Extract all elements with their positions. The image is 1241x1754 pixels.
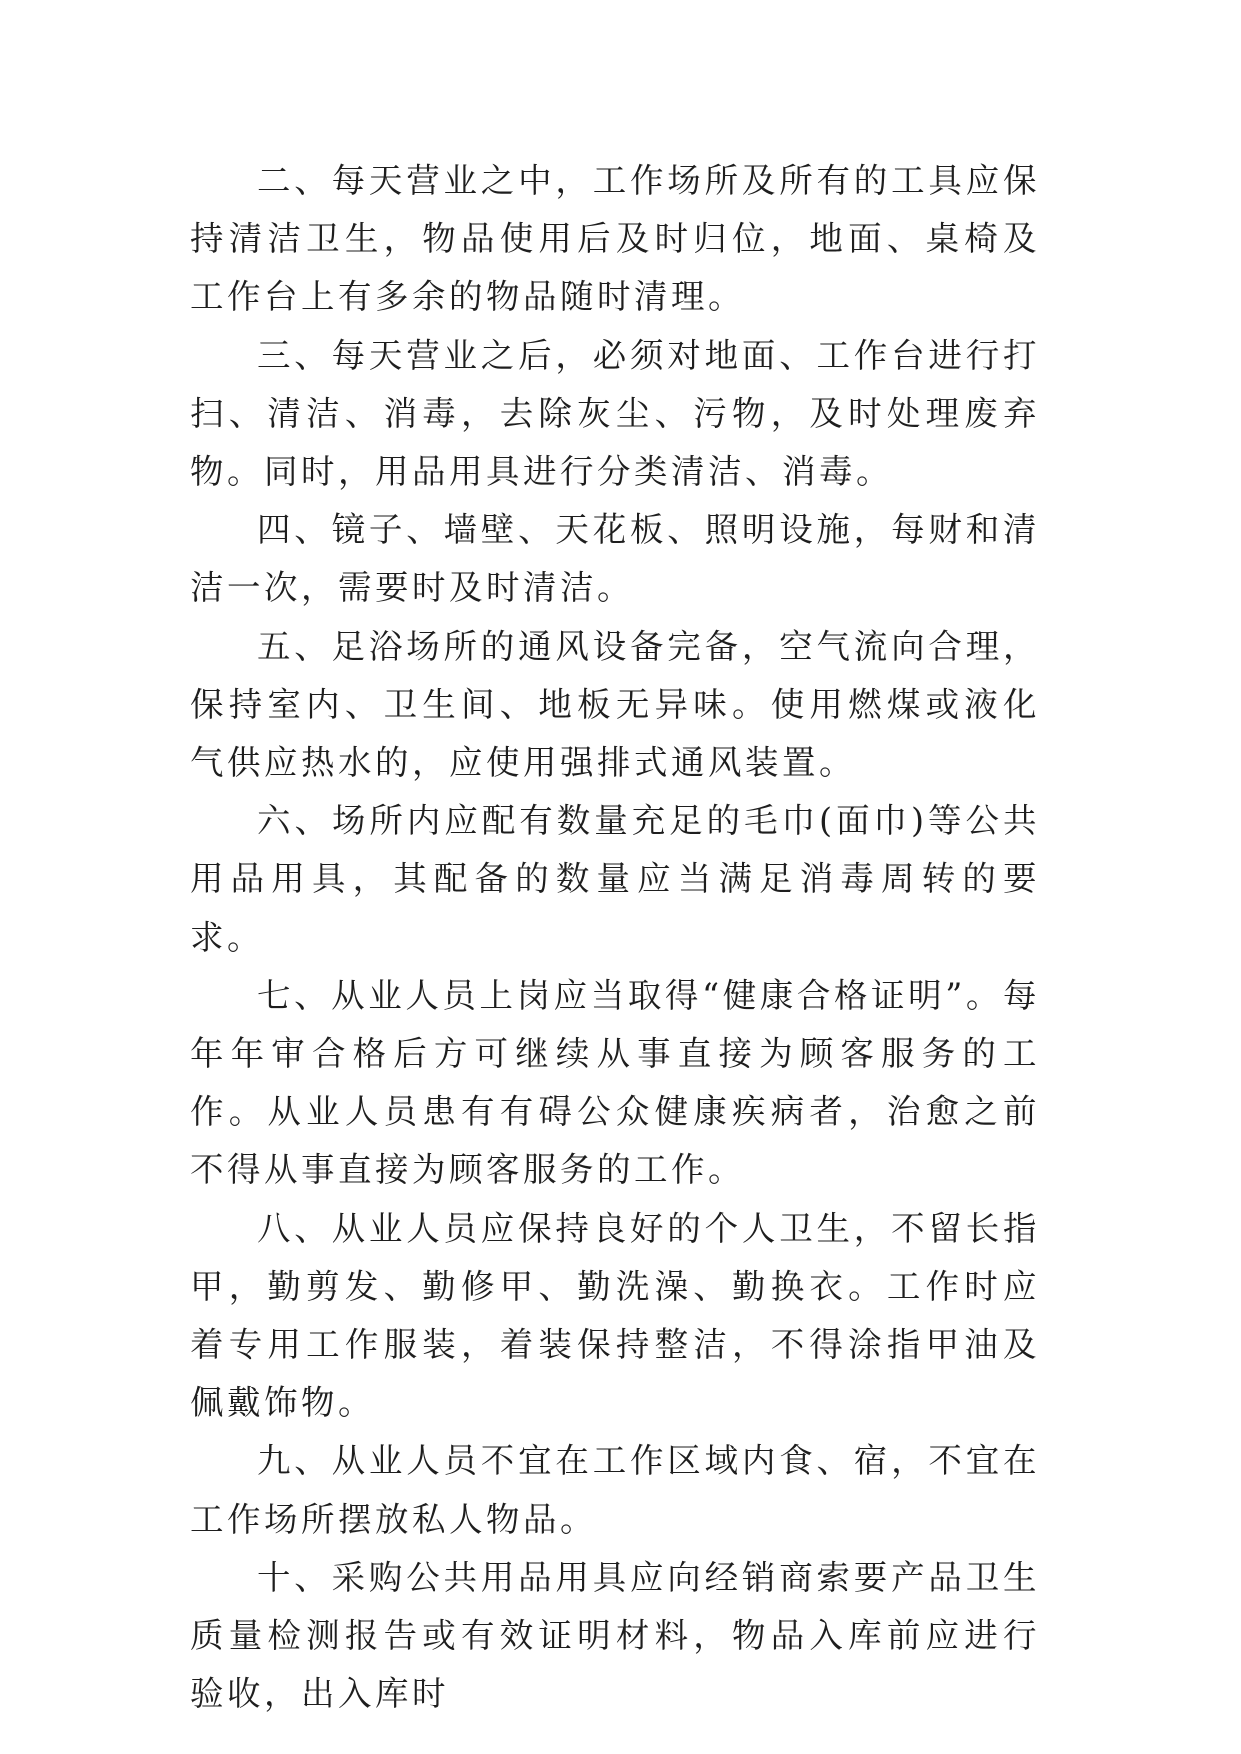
paragraph-item-9: 九、从业人员不宜在工作区域内食、宿，不宜在工作场所摆放私人物品。 [190, 1441, 1040, 1539]
paragraph-item-8: 八、从业人员应保持良好的个人卫生，不留长指甲，勤剪发、勤修甲、勤洗澡、勤换衣。工作时应着专用工作服装，着装保持整洁，不得涂指甲油及佩戴饰物。 [190, 1208, 1040, 1423]
paragraph-item-2: 二、每天营业之中，工作场所及所有的工具应保持清洁卫生，物品使用后及时归位，地面、桌椅及工作台上有多余的物品随时清理。 [190, 161, 1040, 317]
document-body [190, 152, 1040, 1723]
paragraph-item-5: 五、足浴场所的通风设备完备，空气流向合理，保持室内、卫生间、地板无异味。使用燃煤或液化气供应热水的，应使用强排式通风装置。 [190, 626, 1040, 783]
paragraph-item-7: 七、从业人员上岗应当取得“健康合格证明”。每年年审合格后方可继续从事直接为顾客服务的工作。从业人员患有有碍公众健康疾病者，治愈之前不得从事直接为顾客服务的工作。 [190, 975, 1040, 1190]
paragraph-item-3: 三、每天营业之后，必须对地面、工作台进行打扫、清洁、消毒，去除灰尘、污物，及时处理废弃物。同时，用品用具进行分类清洁、消毒。 [190, 335, 1040, 492]
paragraph-item-6: 六、场所内应配有数量充足的毛巾(面巾)等公共用品用具，其配备的数量应当满足消毒周转的要求。 [190, 801, 1040, 957]
paragraph-item-4: 四、镜子、墙壁、天花板、照明设施，每财和清洁一次，需要时及时清洁。 [190, 510, 1040, 608]
paragraph-item-10: 十、采购公共用品用具应向经销商索要产品卫生质量检测报告或有效证明材料，物品入库前应进行验收，出入库时 [190, 1557, 1040, 1714]
